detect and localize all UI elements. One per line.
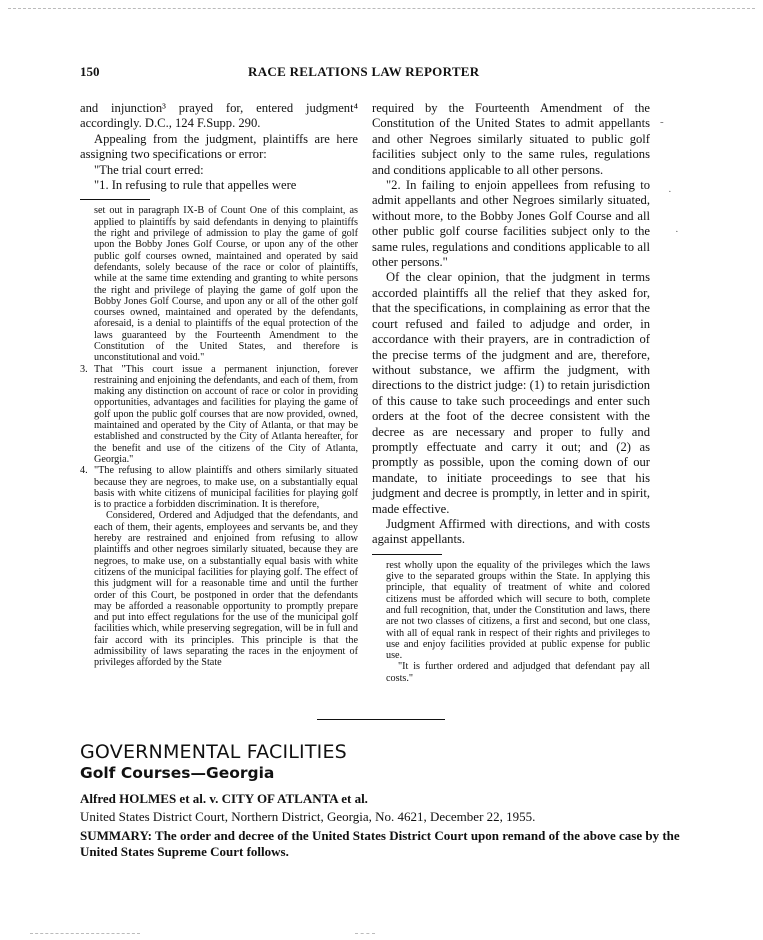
body-paragraph: and injunction³ prayed for, entered judgment⁴ accordingly. D.C., 124 F.Supp. 290.: [80, 101, 358, 131]
scan-mark: ·: [668, 186, 672, 198]
body-paragraph: Of the clear opinion, that the judgment in terms accorded plaintiffs all the relief that they asked for, that the specifications, in complaining as error that the court refused and failed to adjudge and order, in accordance with their prayers, are in contradiction of the precise terms of the judgment and are, therefore, without substance, we affirm the judgment, with directions to the district judge: (1) to retain jurisdiction of this cause to take such proceedings and enter such orders at the foot of the decree consistent with the decree as are necessary and proper to fully and promptly effectuate and carry it out; and (2) as promptly as possible, upon the coming down of our mandate, to initiate proceedings to see that his judgment and decree is promptly, in letter and in spirit, made effective.: [372, 270, 650, 516]
footnote-continuation: set out in paragraph IX-B of Count One of this complaint, as applied to plaintiffs by said defendants in denying to plaintiffs the right and privilege of admission to play the game of golf upon the Bobby Jones Golf Course, or upon any of the other public golf courses owned, maintained and operated by said defendants, solely because of the race or color of plaintiffs, while at the same time extending and granting to white persons the right and privilege of playing the game of golf upon the Bobby Jones Golf Course, and upon any or all of the other golf courses owned, maintained and operated by the defendants, aforesaid, is a denial to plaintiffs of the equal protection of the laws guaranteed by the Fourteenth Amendment to the Constitution of the United States, and therefore is unconstitutional and void.": [94, 205, 358, 364]
scan-mark: ·: [675, 226, 679, 238]
footnotes: [80, 205, 358, 668]
footnote-4: [80, 465, 358, 510]
scan-mark: -: [660, 116, 664, 128]
footnote-text: That "This court issue a permanent injunction, forever restraining and enjoining the defendants, and each of them, from making any distinction on account of race or color in providing opportunities, advantages and facilities for playing the game of golf upon the public golf courses that are now provided, owned, maintained and operated by the City of Atlanta, or that may be established and constructed by the City of Atlanta hereafter, for the benefit and use of the citizens of the City of Atlanta, Georgia.": [94, 363, 358, 465]
footnote-continuation: rest wholly upon the equality of the privileges which the laws give to the separated groups within the State. In applying this principle, that equality of treatment of white and colored citizens must be afforded which will secure to both, complete and full recognition, that, under the Constitution and laws, there are not two classes of citizens, a first and second, but one class, with all of equal rank in respect of their rights and privileges to use and enjoy facilities provided at public expense for public use.: [386, 559, 650, 662]
scan-edge-bottom: [30, 933, 140, 934]
footnote-rule: [80, 199, 150, 200]
section-divider: [317, 719, 445, 720]
body-paragraph: Appealing from the judgment, plaintiffs are here assigning two specifications or error:: [80, 131, 358, 162]
body-paragraph: Judgment Affirmed with directions, and with costs against appellants.: [372, 516, 650, 547]
court-citation: United States District Court, Northern District, Georgia, No. 4621, December 22, 1955.: [80, 809, 536, 824]
page-number: 150: [80, 64, 100, 79]
footnotes: [372, 560, 650, 684]
footnote-continuation: "It is further ordered and adjudged that defendant pay all costs.": [386, 661, 650, 684]
scan-edge-bottom: [355, 933, 375, 934]
footnote-number: 3.: [80, 363, 88, 375]
footnote-text: "The refusing to allow plaintiffs and others similarly situated because they are negroes, to make use, on a substantially equal basis with white citizens of municipal facilities for playing golf is to practice a forbidden discrimination. It is therefore,: [94, 465, 358, 511]
footnote-3: [80, 364, 358, 466]
left-column: [80, 101, 358, 669]
right-column: [372, 101, 650, 684]
section-subheading: Golf Courses—Georgia: [80, 764, 275, 782]
section-heading: GOVERNMENTAL FACILITIES: [80, 741, 347, 763]
body-paragraph: required by the Fourteenth Amendment of the Constitution of the United States to admit appellants and other Negroes similarly situated to public golf facilities subject only to the same rules, regulations and conditions applicable to all other persons.: [372, 101, 650, 177]
case-summary: SUMMARY: The order and decree of the United States District Court upon remand of the above case by the United States Supreme Court follows.: [80, 828, 680, 859]
case-title: Alfred HOLMES et al. v. CITY OF ATLANTA et al.: [80, 791, 368, 806]
scan-edge-top: [8, 8, 755, 9]
footnote-number: 4.: [80, 465, 88, 477]
footnote-rule: [372, 554, 442, 555]
body-paragraph: "1. In refusing to rule that appelles were: [94, 178, 297, 193]
running-head: RACE RELATIONS LAW REPORTER: [248, 64, 480, 79]
body-paragraph: "2. In failing to enjoin appellees from refusing to admit appellants and other Negroes similarly situated, without more, to the Bobby Jones Golf Course and all other public golf course facilities subject only to the same rules, regulations and conditions applicable to all other persons.": [372, 178, 650, 270]
footnote-continuation: Considered, Ordered and Adjudged that the defendants, and each of them, their agents, employees and servants be, and they hereby are restrained and enjoined from refusing to allow plaintiffs and other negroes similarly situated, because they are negroes, to make use, on a substantially equal basis with white citizens of the municipal facilities for playing golf. The effect of this judgment will for a reasonable time and until the further order of this Court, be postponed in order that the defendants may be afforded a reasonable opportunity to promptly prepare and put into effect regulations for the use of the municipal golf facilities which, while preserving segregation, will be in full and fair accord with its principles. This principle is that the admissibility of laws separating the races in the enjoyment of privileges afforded by the State: [94, 510, 358, 669]
body-paragraph: "The trial court erred:: [94, 162, 204, 177]
